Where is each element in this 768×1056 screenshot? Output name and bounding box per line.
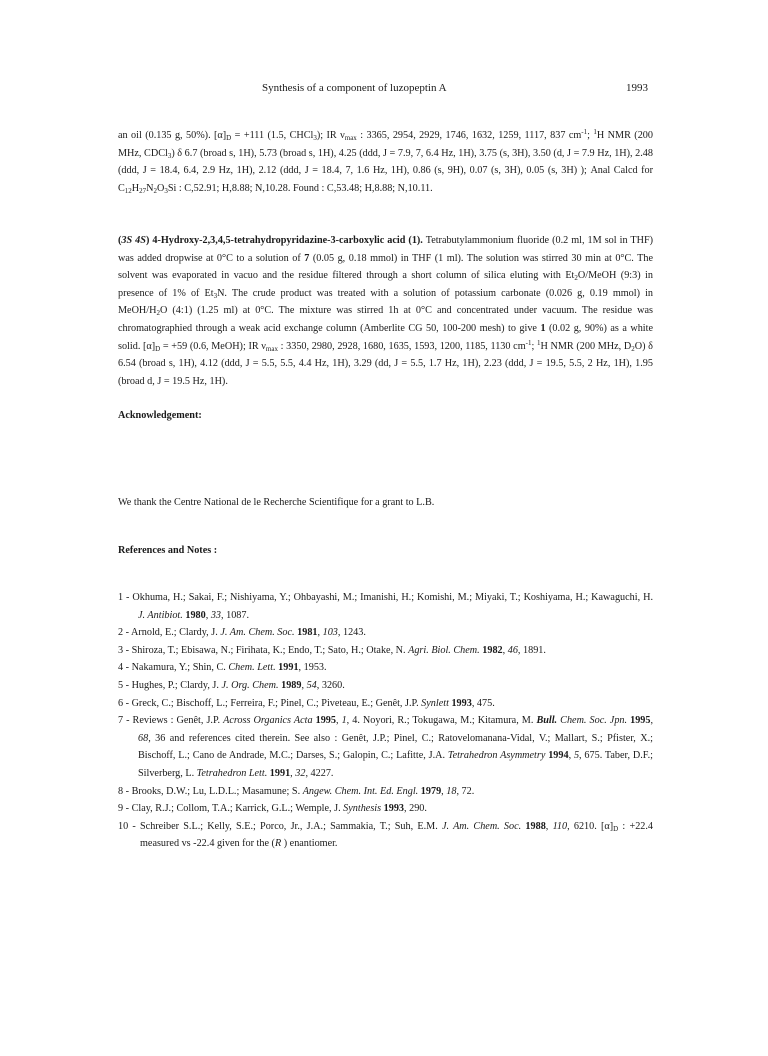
reference-item: 5 - Hughes, P.; Clardy, J. J. Org. Chem. 1989, 54, 3260. [118, 679, 345, 691]
page-number: 1993 [626, 82, 648, 94]
acknowledgement-heading: Acknowledgement: [118, 410, 202, 421]
reference-item: 6 - Greck, C.; Bischoff, L.; Ferreira, F.; Pinel, C.; Piveteau, E.; Genêt, J.P. Synlett 1993, 475. [118, 697, 495, 709]
reference-item: 4 - Nakamura, Y.; Shin, C. Chem. Lett. 1991, 1953. [118, 662, 327, 674]
paragraph-text: an oil (0.135 g, 50%). $[\alpha]_D = +111$ (1.5, CHCl$_3$); IR $\nu_{max}$ : 3365, 2954, 2929, 1746, 1632, 1259, 1117, 837 $cm^{-1}$; $^1$H NMR (200 MHz, CDCl$_3$) δ 6.7 (broad s, 1H), 5.73 (broad s, 1H), 4.25 (ddd, J = 7.9, 7, 6.4 Hz, 1H), 3.75 (s, 3H), 3.50 (d, J = 7.9 Hz, 1H), 2.48 (ddd, J = 18.4, 6.4, 2.9 Hz, 1H), 2.12 (ddd, J = 18.4, 7, 1.6 Hz, 1H), 0.86 (s, 9H), 0.07 (s, 3H), 0.05 (s, 3H) ); Anal Calcd for $C_{12}H_{27}N_2O_3Si$ : C,52.91; H,8.88; N,10.28. Found : C,53.48; H,8.88; N,10.11. [118, 128, 653, 195]
running-header [0, 82, 768, 98]
experimental-paragraph-1 [118, 127, 653, 197]
reference-list [118, 589, 653, 853]
reference-item: 8 - Brooks, D.W.; Lu, L.D.L.; Masamune; S. Angew. Chem. Int. Ed. Engl. 1979, 18, 72. [118, 785, 475, 797]
experimental-paragraph-2 [118, 232, 653, 390]
reference-item: 1 - Okhuma, H.; Sakai, F.; Nishiyama, Y.; Ohbayashi, M.; Imanishi, H.; Komishi, M.; Miyaki, T.; Koshiyama, H.; Kawaguchi, H. J. Antibiot. 1980, 33, 1087. [118, 592, 653, 621]
reference-item: 9 - Clay, R.J.; Collom, T.A.; Karrick, G.L.; Wemple, J. Synthesis 1993, 290. [118, 803, 427, 815]
reference-item: 7 - Reviews : Genêt, J.P. Across Organics Acta 1995, 1, 4. Noyori, R.; Tokugawa, M.; Kitamura, M. Bull. Chem. Soc. Jpn. 1995, 68, 36 and references cited therein. See also : Genêt, J.P.; Pinel, C.; Ratovelomanana-Vidal, V.; Mallart, S.; Pfister, X.; Bischoff, L.; Cano de Andrade, M.C.; Darses, S.; Galopin, C.; Lafitte, J.A. Tetrahedron Asymmetry 1994, 5, 675. Taber, D.F.; Silverberg, L. Tetrahedron Lett. 1991, 32, 4227. [118, 715, 654, 779]
running-title: Synthesis of a component of luzopeptin A [262, 82, 447, 94]
reference-item: 2 - Arnold, E.; Clardy, J. J. Am. Chem. Soc. 1981, 103, 1243. [118, 627, 366, 639]
reference-item: 10 - Schreiber S.L.; Kelly, S.E.; Porco, Jr., J.A.; Sammakia, T.; Suh, E.M. J. Am. Chem. Soc. 1988, 110, 6210. $[\alpha]_D$ : +22.4 measured vs -22.4 given for the (R ) enantiomer. [118, 820, 654, 850]
reference-item: 3 - Shiroza, T.; Ebisawa, N.; Firihata, K.; Endo, T.; Sato, H.; Otake, N. Agri. Biol. Chem. 1982, 46, 1891. [118, 644, 546, 656]
acknowledgement-text: We thank the Centre National de le Recherche Scientifique for a grant to L.B. [118, 497, 435, 508]
references-heading: References and Notes : [118, 545, 218, 556]
paragraph-text: (3S 4S) 4-Hydroxy-2,3,4,5-tetrahydropyridazine-3-carboxylic acid (1). Tetrabutylammonium fluoride (0.2 ml, 1M sol in THF) was added dropwise at 0°C to a solution of 7 (0.05 g, 0.18 mmol) in THF (1 ml). The solution was stirred 30 min at 0°C. The solvent was evaporated in vacuo and the residue filtered through a short column of silica eluting with $Et_2O$/MeOH (9:3) in presence of 1% of $Et_3N$. The crude product was treated with a solution of potassium carbonate (0.026 g, 0.19 mmol) in MeOH/$H_2O$ (4:1) (1.25 ml) at 0°C. The mixture was stirred 1h at 0°C and concentrated under vacuum. The residue was chromatographied through a weak acid exchange column (Amberlite CG 50, 100-200 mesh) to give 1 (0.02 g, 90%) as a white solid. $[\alpha]_D = +59$ (0.6, MeOH); IR $\nu_{max}$ : 3350, 2980, 2928, 1680, 1635, 1593, 1200, 1185, 1130 $cm^{-1}$; $^1$H NMR (200 MHz, $D_2O$) δ 6.54 (broad s, 1H), 4.12 (ddd, J = 5.5, 5.5, 4.4 Hz, 1H), 3.29 (dd, J = 5.5, 1.7 Hz, 1H), 2.23 (ddd, J = 19.5, 5.5, 2 Hz, 1H), 1.95 (broad d, J = 19.5 Hz, 1H). [118, 235, 654, 387]
